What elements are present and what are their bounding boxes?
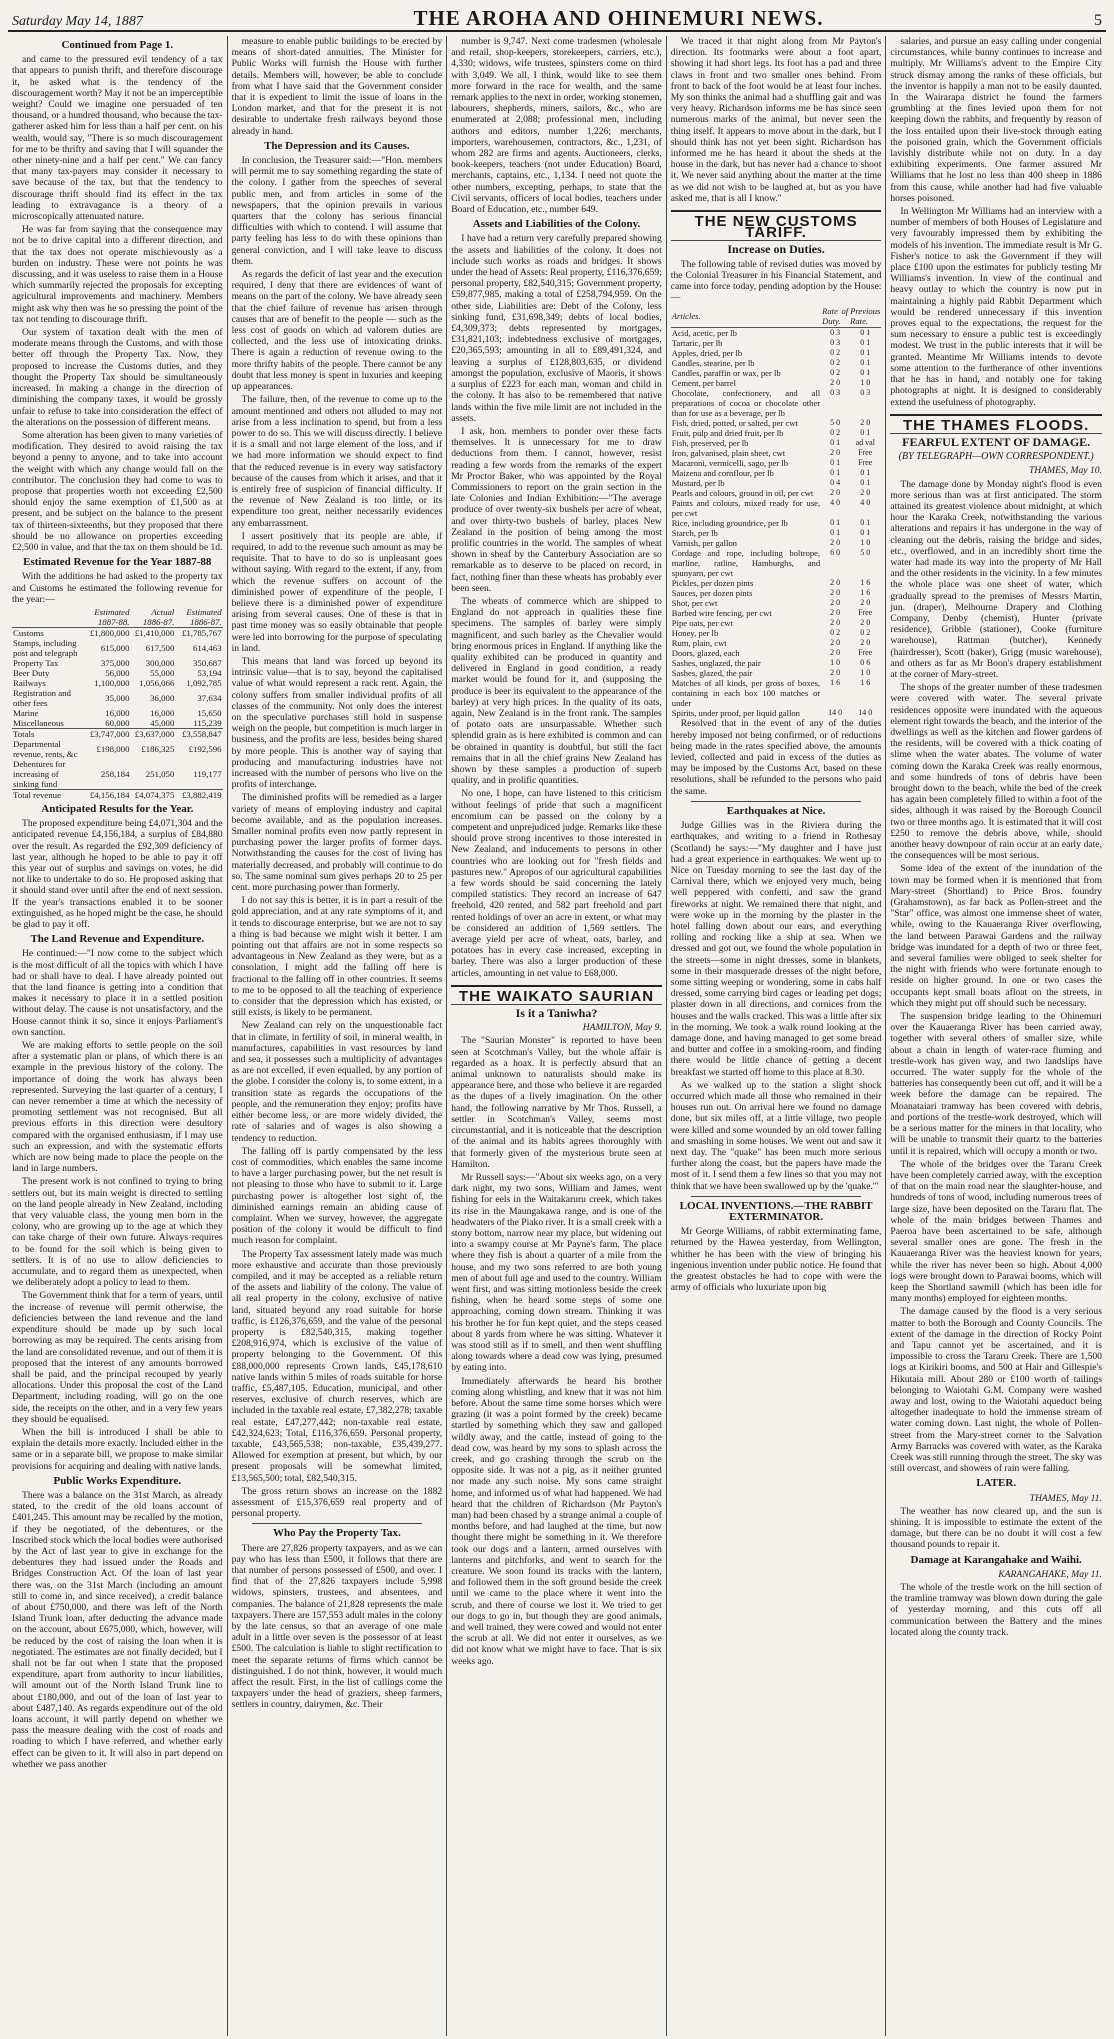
tariff-previous-rate: 0 1: [860, 478, 871, 488]
table-cell: Stamps, including post and telegraph: [13, 637, 78, 658]
column-1: [8, 36, 228, 2036]
revenue-table: [12, 607, 223, 800]
tariff-rate: 0 1: [830, 438, 841, 448]
table-cell: Departmental revenue, rents, &c: [13, 738, 78, 759]
table-row: [671, 518, 882, 528]
tariff-article: Acid, acetic, per lb: [671, 328, 737, 339]
table-cell: £198,000: [96, 743, 130, 754]
dateline: THAMES, May 10.: [1028, 465, 1102, 477]
table-cell: 36,000: [150, 692, 175, 703]
table-row: [671, 588, 882, 598]
tariff-previous-rate: 1 0: [860, 538, 871, 548]
paragraph: Immediately afterwards he heard his brother coming along whistling, and knew that it was not him before. About the same time some horses which were grazing (it was a point formed by the creek) became startled by something which they saw and galloped wildly away, and the cattle, instead of going to the dead cow, was heard by my sons to splash across the creek, and go crashing through the scrub on the opposite side. It was not a pig, as it neither grunted nor made any such noise. My sons came straight home, and informed us of what had happened. We had heard that the children of Richardson (Mr Payton's man) had been chased by a strange animal a couple of months before, and had laughed at the time, but now thought there might be something in it. We therefore took our dogs and a lantern, armed ourselves with lanterns and pitchforks, and went to search for the creature. We soon found its tracks with the lantern, and followed them in the soft ground beside the creek until we came to the place where it went into the scrub, and there of course we lost it. We tried to get our dogs to go in, but though they are good animals, and well trained, they were cowed and would not enter the scrub at all. We did not enter it ourselves, as we did not know what we might have to face. That is six weeks ago.: [451, 1375, 662, 1667]
tariff-previous-rate: 2 0: [860, 418, 871, 428]
tariff-article: Pipe oats, per cwt: [671, 618, 733, 629]
table-cell: Beer Duty: [13, 667, 50, 678]
table-total-row: [12, 789, 223, 800]
land-revenue-heading: The Land Revenue and Expenditure.: [30, 933, 205, 946]
table-row: [12, 627, 223, 638]
paragraph: I have had a return very carefully prepared showing the assets and liabilities of the colony. It does not include such works as roads and bridges. It shows under the head of Assets: Real property, £116,376,659; personal property, £82,540,315; Government property, £59,877,985, making a total of £258,794,959. On the other side, Liabilities are: Debt of the Colony, less sinking fund, £31,698,349; debts of local bodies, £4,309,373; debts represented by mortgages, £31,821,103; indebtedness exclusive of mortgages, £20,365,593; amounting in all to £89,491,324, and leaving a surplus of £128,803,635, or dividend amongst the population, exclusive of Maoris, it shows a surplus of £223 for each man, woman and child in the colony. It has also to be remembered that native lands within the five mile limit are not included in the assets.: [451, 233, 662, 424]
paragraph: We are making efforts to settle people on the soil after a systematic plan or plans, of which there is an example in the previous history of the colony. The importance of doing the work has always been represented. Surveying the last quarter of a century, I can never remember a time at which the necessity of promoting settlement was not recognised. But all previous efforts in this direction were desultory compared with the organised enthusiasm, if I may use such an expression, and with the systematic efforts which are now being made to place the people on the land in large numbers.: [12, 1040, 223, 1175]
saurian-headline: THE WAIKATO SAURIAN: [451, 985, 662, 1002]
column-2: [228, 36, 448, 2036]
table-row: [12, 638, 223, 658]
paragraph: We traced it that night along from Mr Payton's direction. Its footmarks were about a foot apart, showing it had short legs. Its foot has a pad and three claws in front and two smaller ones behind. From front to back of the foot would be at least four inches. My son thinks the animal had a shuffling gait and was very heavy. Richardson informs me he has since seen numerous marks of the animal, but never seen the thing itself. It appears to move about in the dark, but I should think has not yet been sight. Richardson has informed me he has heard it about the sheds at the house in the dark, but has never had a chance to shoot it. We never said anything about the matter at the time as we did not wish to be laughed at, but as you have asked me, that is all I know.": [670, 36, 882, 204]
tariff-subheading: Increase on Duties.: [671, 240, 882, 255]
masthead: [8, 6, 1106, 32]
tariff-article: Candles, stearine, per lb: [671, 358, 755, 369]
tariff-article: Sashes, glazed, the pair: [671, 668, 753, 679]
tariff-rate: 2 0: [830, 638, 841, 648]
table-total-row: [12, 728, 223, 739]
paragraph: In conclusion, the Treasurer said:—"Hon. members will permit me to say something regarding the state of the colony. I gather from the speeches of several public men, and from articles in some of the newspapers, that the opinion prevails in various quarters that the colony has serious financial difficulties with which to contend. I will assume that party feeling has less to do with these opinions than general conviction, and I will take leave to discuss them.: [231, 155, 443, 267]
tariff-article: Cement, per barrel: [671, 378, 736, 389]
tariff-previous-rate: 1 6: [860, 578, 871, 588]
tariff-article: Apples, dried, per lb: [671, 348, 743, 359]
tariff-previous-rate: 0 1: [860, 358, 871, 368]
saurian-subheading: Is it a Taniwha?: [451, 1004, 662, 1019]
tariff-previous-rate: 2 0: [860, 638, 871, 648]
divider: [252, 1523, 423, 1524]
table-cell: 115,239: [193, 717, 222, 728]
tariff-previous-rate: 4 0: [860, 498, 871, 508]
table-row: [671, 618, 882, 628]
table-cell: Total revenue: [12, 789, 83, 800]
column-header: Rate of Duty.: [822, 306, 849, 327]
tariff-article: Cordage and rope, including boltrope, marline, ratline, Hamburghs, and spunyarn, per cwt: [671, 548, 821, 579]
tariff-rate: 0 1: [830, 518, 841, 528]
paragraph: The gross return shows an increase on the 1882 assessment of £15,376,659 real property and of personal property.: [231, 1485, 443, 1520]
tariff-previous-rate: 2 0: [860, 618, 871, 628]
table-row: [671, 578, 882, 588]
tariff-rate: 2 0: [830, 488, 841, 498]
table-row: [671, 468, 882, 478]
table-row: [671, 348, 882, 358]
tariff-rate: 2 0: [830, 618, 841, 628]
tariff-rate: 2 0: [830, 538, 841, 548]
tariff-rate: 6 0: [830, 548, 841, 558]
tariff-article: Rice, including groundrice, per lb: [671, 518, 788, 529]
tariff-table-header: [671, 305, 882, 328]
table-row: [671, 548, 882, 578]
depression-heading: The Depression and its Causes.: [264, 139, 410, 152]
tariff-article: Macaroni, vermicelli, sago, per lb: [671, 458, 788, 469]
tariff-article: Matches of all kinds, per gross of boxes, containing in each box 100 matches or under: [671, 678, 821, 709]
table-cell: 16,000: [150, 707, 175, 718]
floods-headline: THE THAMES FLOODS.: [890, 414, 1102, 431]
paragraph: The damage caused by the flood is a very serious matter to both the Borough and County Councils. The extent of the damage in the direction of Rocky Point and Tapu cannot yet be ascertained, and it is impossible to cross the Tararu Creek. There are 1,500 logs at Kirikiri booms, and 500 at Hair and Gillespie's Hikutaia mill. About 280 or £100 worth of tailings belonging to Waiotahi G.M. Company were washed away and lost, owing to the Waiotahi aqueduct being altogether inadequate to hold the immense stream of water coming down. Last night, the whole of Pollen-street from the Mary-street corner to the Salvation Army Barracks was covered with water, as the Karaka Creek was still running through the street. The sky was still overcast, and showers of rain were falling.: [890, 1306, 1102, 1475]
paragraph: Our system of taxation dealt with the men of moderate means through the Customs, and with those better off through the Property Tax. Now, they proposed to increase the Customs duties, and they thought the Property Tax should be simultaneously increased. In making a change in the direction of diminishing the company taxes, it would be grossly unfair to refuse to take into consideration the effect of the alterations on the possession of different means.: [12, 327, 223, 428]
tariff-rate: 1 0: [830, 658, 841, 668]
paragraph: Judge Gillies was in the Riviera during the earthquakes, and writing to a friend in Rothesay (Scotland) he says:—"My daughter and I have just had a great experience in earthquakes. We went up to Nice on Tuesday morning to see the last day of the Carnival there, which we enjoyed very much, being well peppered with confetti, and saw the grand fireworks at night. We remained there that night, and were woke up in the morning by the plaster in the hotel falling down about our ears, and everything rolling and rocking like a ship at sea. When we dressed and got out, we found the whole population in the streets—some in night dresses, some in blankets, some in their masquerade dresses of the night before, some sitting weeping or wondering, some in cabs half dressed, some carrying bird cages or leading pet dogs; plaster down in all directions, and cornices from the houses and the walls cracked. This was a little after six in the morning. We took a walk round looking at the damage done, and having managed to get some bread and butter and coffee in a smoking-room, and finding there would be little chance of getting a decent breakfast we started off home to this place at 8.30.: [670, 820, 882, 1078]
tariff-previous-rate: 5 0: [860, 548, 871, 558]
table-cell: £4,074,375: [130, 789, 175, 800]
tariff-article: Sauces, per dozen pints: [671, 588, 753, 599]
page-number: 5: [1094, 12, 1102, 29]
tariff-rate: 0 1: [830, 458, 841, 468]
tariff-previous-rate: ad val: [855, 438, 875, 448]
inventions-heading: LOCAL INVENTIONS.—THE RABBIT EXTERMINATOR.: [679, 1199, 873, 1223]
table-cell: 1,100,000: [94, 677, 130, 688]
tariff-headline: THE NEW CUSTOMS TARIFF.: [671, 210, 882, 238]
table-cell: 1,056,066: [139, 677, 175, 688]
table-cell: 615,000: [100, 642, 130, 653]
tariff-previous-rate: 0 1: [860, 428, 871, 438]
table-row: [12, 678, 223, 688]
tariff-rate: 2 0: [830, 668, 841, 678]
table-row: [12, 658, 223, 668]
table-row: [671, 328, 882, 339]
tariff-rate: 2 0: [830, 578, 841, 588]
tariff-article: Barbed wire fencing, per cwt: [671, 608, 772, 619]
tariff-previous-rate: 0 1: [860, 368, 871, 378]
table-row: [671, 418, 882, 428]
tariff-rate: 2 0: [830, 378, 841, 388]
tariff-article: Shot, per cwt: [671, 598, 718, 609]
tariff-rate: 1 6: [830, 678, 841, 688]
table-row: [671, 598, 882, 608]
tariff-rate: 5 0: [830, 418, 841, 428]
table-cell: £1,785,767: [182, 627, 222, 638]
tariff-article: Doors, glazed, each: [671, 648, 740, 659]
tariff-article: Honey, per lb: [671, 628, 719, 639]
paragraph: The "Saurian Monster" is reported to have been seen at Scotchman's Valley, but the whole affair is regarded as a hoax. It is perfectly absurd that an animal unknown to naturalists should make its appearance here, and those who believe it are regarded as the dupes of a lively imagination. On the other hand, the following narrative by Mr Thos. Russell, a settler in Scotchman's Valley, seems most circumstantial, and it is noticeable that the description of the animal and its habits agrees thoroughly with that formerly given of the mysterious brute seen at Hamilton.: [451, 1035, 662, 1170]
table-row: [671, 678, 882, 708]
table-cell: Customs: [13, 627, 44, 638]
table-cell: Property Tax: [13, 657, 59, 668]
tariff-previous-rate: 0 1: [860, 328, 871, 338]
table-row: [671, 378, 882, 388]
tariff-previous-rate: 0 1: [860, 348, 871, 358]
table-cell: 37,634: [197, 692, 222, 703]
tariff-rate: 0 2: [830, 358, 841, 368]
issue-date: Saturday May 14, 1887: [12, 14, 143, 29]
tariff-article: Fruit, pulp and dried fruit, per lb: [671, 428, 784, 439]
divider: [691, 1196, 862, 1197]
anticipated-heading: Anticipated Results for the Year.: [41, 802, 194, 815]
tariff-previous-rate: 0 1: [860, 468, 871, 478]
table-cell: £4,156,184: [83, 789, 130, 800]
table-cell: 55,000: [150, 667, 175, 678]
tariff-rate: 2 0: [830, 598, 841, 608]
dateline: HAMILTON, May 9.: [582, 1022, 662, 1034]
table-cell: 56,000: [105, 667, 130, 678]
tariff-previous-rate: 2 0: [860, 598, 871, 608]
table-cell: 119,177: [193, 768, 222, 779]
tariff-rate: 0 3: [830, 338, 841, 348]
paragraph: The shops of the greater number of these tradesmen were covered with water. The several private residences opposite were inundated with the aqueous element right towards the beach, and the interior of the dwellings as well as the kitchen and flower gardens of the residents, will be covered with a thick coating of slime when the water abates. The volume of water coming down the Karaka Creek was really enormous, and some hundreds of tons of debris have been brought down to the beach, while the bed of the creek has again been completely filled to within a foot of the sides, although it was raised by the Borough Council two or three months ago. It is estimated that it will cost £250 to remove the debris above, while, should another heavy downpour of rain occur at an early date, the consequences will be most serious.: [890, 682, 1102, 862]
table-cell: 350,687: [193, 657, 222, 668]
tariff-rate: 2 0: [830, 648, 841, 658]
paragraph: Some alteration has been given to many varieties of modification. They desired to avoid raising the tax beyond a penny to anyone, and to take into account the weight with which any change would fall on the contributor. The conclusion they had come to was to propose that properties worth not exceeding £2,500 should enjoy the same exemption of £1,500 as at present, and be subject on the balance to the present tax of thirteen-sixteenths, but they proposed that there should be no allowance on properties exceeding £2,500 in value, and that the tax on them should be 1d.: [12, 429, 223, 553]
tariff-article: Fish, dried, potted, or salted, per cwt: [671, 418, 798, 429]
tariff-article: Pearls and colours, ground in oil, per cwt: [671, 488, 814, 499]
paragraph: As regards the deficit of last year and the execution required, I deny that there are evidences of want of means on the part of the colony. We have already seen that the chief failure of revenue has arisen through causes that are of benefit to the people — such as the less cost of goods on which ad valorem duties are collected, and the less use of intoxicating drinks. There is again a reduction of revenue owing to the more thrifty habits of the people. There cannot be any doubt that less money is spent in luxuries and keeping up appearances.: [231, 269, 443, 393]
paragraph: The whole of the bridges over the Tararu Creek have been completely carried away, with the exception of that on the main road near the slaughter-house, and hundreds of tons of wood, including numerous trees of large size, have been deposited on the Tararu flat. The whole of the main bridges between Thames and Paeroa have been ascertained to be safe, although several smaller ones are gone. The fresh in the Kauaeranga River was the heaviest known for years, while the river has never been so high. About 4,000 logs were brought down to Parawai booms, which will keep the Shortland sawmill (which has been idle for many months) employed for eighteen months.: [890, 1158, 1102, 1305]
table-row: [671, 638, 882, 648]
table-cell: 614,463: [193, 642, 222, 653]
tariff-article: Maizena and cornflour, per lb: [671, 468, 774, 479]
table-row: [671, 648, 882, 658]
paragraph: There are 27,826 property taxpayers, and as we can pay who has less than £500, it follows that there are that number of persons possessed of £500, and over. I find that of the 27,826 taxpayers include 5,998 widows, spinsters, trustees, and absentees, and companies. The balance of 21,828 represents the male taxpayers. There are 157,553 adult males in the colony by the late census, so that an average of one male adult in a little over seven is the possessor of at least £500. The calculation is liable to slight rectification to meet the separate returns of firms which cannot be distinguished. I do not think, however, it would much affect the result. First, in the list of callings come the taxpayers under the head of graziers, sheep farmers, settlers in country, dairymen, &c. Their: [231, 1542, 443, 1711]
table-cell: 15,650: [197, 707, 222, 718]
column-header: Estimated 1886-87.: [175, 607, 222, 628]
revenue-table-header: [12, 607, 223, 628]
table-row: [12, 759, 223, 790]
revenue-table-body: [12, 627, 223, 800]
paragraph: I do not say this is better, it is in part a result of the gold appreciation, and at any rate symptoms of it, and it tends to discourage enterprise, but we are not to say a thing is bad because we might wish it better. I am pointing out that affairs are not in some respects so advantageous in New Zealand as they were, but as a consolation, I might add the falling off here is fractional to the falling off in other countries. It seems to me to be opposed to all the teaching of experience to consider that the depression which has existed, or still exists, is likely to be permanent.: [231, 895, 443, 1019]
paragraph: The falling off is partly compensated by the less cost of commodities, which enables the same income to have a larger purchasing power, but the net result is not pleasing to those who have to submit to it. Large purchasing power is altogether lost sight of, the diminished earnings remain an abiding cause of complaint. When we survey, however, the aggregate position of the colony it would be difficult to find much reason for complaint.: [231, 1145, 443, 1247]
paragraph: No one, I hope, can have listened to this criticism without feelings of pride that such a magnificent encomium can be passed on the colony by a competent and unprejudiced judge. Remarks like these should prove strong incentives to those interested in New Zealand, and inducements to persons in other countries who are looking out for "fresh fields and pastures new." Apropos of our agricultural capabilities a few words should be said concerning the lately compiled statistics. They record an increase of 647 freehold, 420 rented, and 582 part freehold and part rented holdings of over an acre in extent, or what may be considered an addition of 1,569 settlers. The average yield per acre of wheat, oats, barley, and potatoes has in every case increased, excepting in barley. There was also a larger production of these articles, amounting in net value to £68,000.: [451, 788, 662, 979]
paragraph: The wheats of commerce which are shipped to England do not approach in qualities these fine specimens. The samples of barley were simply magnificent, and such barley as the Chevalier would bring enormous prices in England. If anything like the quality exhibited can be produced in quantity and delivered in England in good condition, a ready market would be found for it, and (supposing the produce is beer its equivalent to the appearance of the barley) at very high prices. In the quality of its oats, again, New Zealand is in the front rank. The samples of potato oats are unsurpassable. Whether such splendid grain as is here exhibited is common and can be obtained in quantity is doubtful, but still the fact remains that in all the chief grains New Zealand has shown by these samples a production of superb quality, and in prolific quantities.: [451, 595, 662, 787]
table-cell: Marine: [13, 707, 39, 718]
table-row: [671, 338, 882, 348]
paragraph: The following table of revised duties was moved by the Colonial Treasurer in his Financial Statement, and came into force today, pending adoption by the House:—: [670, 258, 882, 304]
table-row: [12, 688, 223, 708]
paragraph: Mr George Williams, of rabbit exterminating fame, returned by the Hawea yesterday, from Wellington, whither he has been with the view of bringing his ingenious invention under public notice. He found that the greatest obstacles he had to cope with were the army of officials who luxuriate upon big: [670, 1226, 882, 1294]
column-header: Articles.: [671, 305, 821, 328]
table-cell: 300,000: [145, 657, 175, 668]
tariff-article: Pickles, per dozen pints: [671, 578, 754, 589]
paragraph: The suspension bridge leading to the Ohinemuri over the Kauaeranga River has been carried away, together with several others of smaller size, while about a chain in length of water-race fluming and trestle-work has given way, and two landslips have occurred. The water supply for the whole of the batteries has consequently been cut off, and it will be a week before the damage can be repaired. The Moanataiari tramway has been covered with debris, and portions of the trestle-work destroyed, which will be a serious matter for the miners in that locality, who will be unable to transmit their quartz to the batteries until it is repaired, which will occupy a month or two.: [890, 1011, 1102, 1157]
table-row: [671, 658, 882, 668]
paragraph: He was far from saying that the consequence may not be to drive capital into a different direction, and that the tax does not operate mischievously as a burden on industry. These were not points he was discussing, and it was useless to raise them in a House which summarily rejected the proposals for excepting agricultural improvements and machinery. Members might ask why then was he so pressing the point of the tax not tending to discourage thrift.: [12, 224, 223, 325]
paragraph: Resolved that in the event of any of the duties hereby imposed not being confirmed, or of reductions being made in the rates specified above, the amounts levied, collected and paid in excess of the duties as may be imposed by the Customs Act, based on these resolutions, shall be refunded to the persons who paid the same.: [670, 718, 882, 797]
tariff-article: Tartaric, per lb: [671, 338, 723, 349]
tariff-article: Sashes, unglazed, the pair: [671, 658, 761, 669]
tariff-article: Spirits, under proof, per liquid gallon: [671, 708, 800, 719]
table-row: [12, 708, 223, 718]
table-cell: £1,410,000: [134, 627, 175, 638]
paragraph: The present work is not confined to trying to bring settlers out, but its main weight is directed to settling on the land people already in New Zealand, including that very valuable class, the young men born in the colony, who are growing up to the age at which they can take charge of their own future. Always requires to be found for the soil which is being given to settlers. It is of no use to allow deficiencies to accumulate, and to regard them as unexpected, when we deliberately adopt a policy to lead to them.: [12, 1176, 223, 1289]
tariff-article: Candles, paraffin or wax, per lb: [671, 368, 781, 379]
tariff-rate: 0 3: [830, 328, 841, 338]
tariff-article: Chocolate, confectionery, and all preparations of cocoa or chocolate other than for use as a beverage, per lb: [671, 388, 821, 419]
dateline: KARANGAHAKE, May 11.: [998, 1568, 1102, 1580]
tariff-previous-rate: 1 6: [860, 588, 871, 598]
tariff-previous-rate: Free: [858, 648, 873, 658]
paragraph: There was a balance on the 31st March, as already stated, to the credit of the old loans account of £401,245. This amount may be recalled by the motion, if they be negotiated, of the debentures, or the Inscribed stock which the local bodies were authorised by the Act of last year to give in exchange for the debentures they had issued under the Roads and Bridges Construction Act. Of the loan of last year there was, on the 31st March (including an amount still to come in, and since received), a credit balance of about £750,000, and there was left of the North Island Trunk loan, after deducting the advance made on the account, about £675,000, which, however, will be reduced by the cost of raising the loan when it is negotiated. The estimates are not finally decided, but I shall not be far out when I state that the proposed expenditure, apart from authority to incur liabilities, will amount out of the North Island Trunk line to about £180,000, and out of the loan of last year to about £487,140. As regards expenditure out of the old loans account, it will partly depend on whether we pass the measure dealing with the cost of roads and roading to which I have referred, and whether early effect can be given to it. It will also in part depend on whether we pass another: [12, 1489, 223, 1770]
table-row: [671, 438, 882, 448]
tariff-article: Iron, galvanised, plain sheet, cwt: [671, 448, 786, 459]
tariff-rate: 0 1: [830, 528, 841, 538]
table-cell: £3,747,000: [83, 728, 130, 739]
table-cell: Railways: [13, 677, 46, 688]
tariff-rate: 0 4: [830, 478, 841, 488]
paragraph: The damage done by Monday night's flood is even more serious than was at first anticipated. The storm attained its greatest violence about midnight, at which hour the Karaka Creek, notwithstanding the various alterations and repairs it has undergone in the way of cleaning out the debris, raising the bridge and sides, etc., overflowed, and in an incredibly short time the water had made its way into the property of Mr Hall and the other residents in the vicinity. In a few minutes the whole place was one sheet of water, which gradually spread to the premises of Messrs Martin, jun. (draper), Melbourne Drapery and Clothing Company, Denby (chemist), Hunter (private residence), Gribble (stationer), Cooke (furniture warehouse), Rattman (butcher), Kennedy (hairdresser), Scott (baker), Grigg (music warehouse), and others as far as Mr Boon's drapery establishment at the corner of Mary-street.: [890, 478, 1102, 680]
tariff-previous-rate: 1 0: [860, 668, 871, 678]
paragraph: With the additions he had asked to the property tax and Customs he estimated the following revenue for the year:—: [12, 571, 223, 605]
tariff-previous-rate: 0 1: [860, 528, 871, 538]
table-row: [671, 708, 882, 718]
paragraph: When the bill is introduced I shall be able to explain the details more exactly. Included either in the same or in a separate bill, we propose to make similar provisions for acquiring and dealing with native lands.: [12, 1426, 223, 1472]
tariff-rate: 4 0: [830, 498, 841, 508]
column-4: [667, 36, 887, 2036]
public-works-heading: Public Works Expenditure.: [53, 1474, 182, 1487]
paragraph: The Property Tax assessment lately made was much more exhaustive and accurate than those previously compiled, and it may be accepted as a reliable return of the assets and liability of the colony. The value of all real property in the colony, exclusive of native land, situated beyond any road suitable for horse traffic, is £126,376,659, and the value of the personal property is £82,540,315, making together £208,916,974, which is exclusive of the value of property belonging to the Government. Of this £88,000,000 represents Crown lands, £45,178,610 native lands within 5 miles of roads suitable for horse traffic, £5,487,105. Education, municipal, and other reserves, exclusive of church reserves, which are included in the taxable real estate, £7,382,278; taxable real estate, £47,277,442; non-taxable real estate, £42,324,623; Total, £116,376,659. Personal property, taxable, £43,565,538; non-taxable, £35,439,277. Allowed for exemption at present, but which, by our present proposals will be somewhat limited, £13,565,500; total, £82,540,315.: [231, 1248, 443, 1484]
assets-heading: Assets and Liabilities of the Colony.: [472, 218, 641, 231]
tariff-rate: 0 2: [830, 428, 841, 438]
paragraph: New Zealand can rely on the unquestionable fact that in climate, in fertility of soil, in mineral wealth, in manufactures, capabilities in vast resources by land and sea, it possesses such a multiplicity of advantages as are not excelled, if even equalled, by any portion of the globe. I consider the colony is, to some extent, in a transition state as regards the occupations of the people, and the remuneration they enjoy; profits have either become less, or are more widely divided, the rate of salaries and of wages is also showing a tendency to reduction.: [231, 1020, 443, 1144]
paragraph: The whole of the trestle work on the hill section of the tramline tramway was blown down during the gale of yesterday morning, and this cuts off all communication between the Battery and the mines located along the county track.: [890, 1582, 1102, 1638]
tariff-article: Paints and colours, mixed ready for use, per cwt: [671, 498, 821, 519]
dateline: THAMES, May 11.: [1029, 1492, 1102, 1504]
tariff-previous-rate: 14 0: [858, 708, 873, 718]
tariff-previous-rate: Free: [858, 458, 873, 468]
table-cell: £192,596: [188, 743, 222, 754]
tariff-table: [671, 305, 882, 718]
property-tax-heading: Who Pay the Property Tax.: [272, 1527, 401, 1540]
table-cell: 60,000: [105, 717, 130, 728]
earthquakes-heading: Earthquakes at Nice.: [726, 804, 826, 817]
tariff-previous-rate: 0 3: [860, 388, 871, 398]
tariff-article: Rum, plain, cwt: [671, 638, 727, 649]
tariff-rate: 14 0: [828, 708, 843, 718]
later-heading: LATER.: [976, 1477, 1017, 1490]
paragraph: As we walked up to the station a slight shock occurred which made all those who remained in their houses run out. On arrival here we found no damage done, but six miles off, at a little village, two people were killed and some wounded by an old tower falling and smashing in some houses. We went out and saw it next day. The "quake" has been much more serious further along the coast, but the papers have made the most of it. I send them a few lines so that you may not think that we have been swallowed up by the 'quake.'": [670, 1079, 882, 1192]
tariff-article: Mustard, per lb: [671, 478, 725, 489]
column-header: Estimated 1887-88.: [83, 607, 130, 628]
paragraph: salaries, and pursue an easy calling under congenial circumstances, while bunny continues to increase and multiply. Mr Williams's advent to the Empire City struck dismay among the ranks of these officials, but the inventor is happily a man not to be easily daunted. In the Wairarapa district he found the farmers grumbling at the fines levied upon them for not keeping down the rabbits, and frequently by reason of the loss entailed upon their live-stock through eating the poisoned grain, which the Government officials lavishly distribute while not on duty. In a day exhibiting experiments. One farmer assured Mr Williams that he lost no less than 400 sheep in 1886 from this cause, while another had had five valuable horses poisoned.: [890, 36, 1102, 204]
table-cell: 258,184: [100, 768, 130, 779]
table-row: [671, 608, 882, 618]
paragraph: In Wellington Mr Williams had an interview with a number of members of both Houses of Legislature and very favourably impressed them by exhibiting the models of his invention. The immediate result is Mr G. Fisher's notice to ask the Government if they will place £100 upon the estimates for publicly testing Mr Williams's invention. In view of the continual and heavy outlay to which the country is now put in maintaining a highly paid Rabbit Department which would be rendered unnecessary if this invention proves equal to the expectations, the request for the sum necessary to ensure a public test is exceedingly modest. We trust in the public interests that it will be granted. Meantime Mr Williams intends to devote some attention to the furtherance of other inventions that he has in hand, and notably one for taking photographs at night. It is designed to considerably extend the usefulness of photography.: [890, 206, 1102, 408]
tariff-table-body: [671, 328, 882, 719]
divider: [691, 801, 862, 802]
column-header: Previous Rate.: [850, 306, 881, 327]
karangahake-heading: Damage at Karangahake and Waihi.: [910, 1553, 1082, 1566]
table-cell: Debentures for increasing of sinking fund: [13, 758, 66, 789]
tariff-article: Varnish, per gallon: [671, 538, 737, 549]
column-header: [12, 607, 83, 628]
tariff-previous-rate: 2 0: [860, 488, 871, 498]
tariff-previous-rate: Free: [858, 608, 873, 618]
table-cell: 53,194: [197, 667, 222, 678]
table-cell: 45,000: [150, 717, 175, 728]
table-row: [671, 628, 882, 638]
columns: [8, 36, 1106, 2036]
table-cell: 617,500: [145, 642, 175, 653]
table-cell: £1,800,000: [89, 627, 130, 638]
tariff-article: Starch, per lb: [671, 528, 718, 539]
table-row: [671, 528, 882, 538]
newspaper-title: THE AROHA AND OHINEMURI NEWS.: [413, 6, 824, 30]
table-row: [12, 739, 223, 759]
table-cell: 1,092,785: [186, 677, 222, 688]
telegraph-credit: (BY TELEGRAPH—OWN CORRESPONDENT.): [898, 451, 1094, 463]
tariff-rate: 0 1: [830, 468, 841, 478]
table-row: [12, 718, 223, 729]
column-3: [447, 36, 667, 2036]
table-cell: Totals: [12, 728, 83, 739]
table-cell: £3,558,847: [175, 728, 222, 739]
paragraph: The proposed expenditure being £4,071,304 and the anticipated revenue £4,156,184, a surplus of £84,880 over the result. As regarded the £92,309 deficiency of last year, although he hoped to be able to pay it off this year out of surplus and savings on votes, he did not like to undertake to do so. He proposed asking that it should stand over until after the end of next session. If the year's transactions enabled it to be sooner extinguished, as he hoped might be the case, he should be glad to pay it off.: [12, 818, 223, 930]
tariff-previous-rate: 0 1: [860, 338, 871, 348]
table-cell: 16,000: [105, 707, 130, 718]
table-cell: £186,325: [141, 743, 175, 754]
table-row: [671, 388, 882, 418]
paragraph: The weather has now cleared up, and the sun is shining. It is impossible to estimate the extent of the damage, but there can be no doubt it will cost a few thousand pounds to repair it.: [890, 1505, 1102, 1551]
table-cell: 251,050: [145, 768, 175, 779]
paragraph: The Government think that for a term of years, until the increase of revenue will permit otherwise, the deficiencies between the land revenue and the land expenditure should be made up by such local borrowing as may be required. The cents arising from the land are consolidated revenue, and out of them it is proposed that the interest of any amounts borrowed shall be paid, and the principal recouped by yearly allocations. Under this proposal the cost of the Land Department, including roading, will go on the one side, the receipts on the other, and in a very few years they should be equalised.: [12, 1290, 223, 1425]
paragraph: and came to the pressured evil tendency of a tax that appears to punish thrift, and therefore discourage it, he asked what is the tendency of the discouragement worth? May it not be an imperceptible weight? Could we imagine one persuaded of ten thousand, or a hundred thousand, who because the tax-gatherer asked him for less than a half per cent. on his wealth, would say, "There is so much discouragement for me to be thrifty and saving that I will squander the other ninety-nine and a half per cent." We can fancy that many tax-payers may consider it necessary to save because of the tax, but that the tendency to discourage thrift should find its effect in the tax leading to extravagance is a theory of a microscopically attenuated nature.: [12, 54, 223, 223]
table-cell: 35,000: [105, 692, 130, 703]
tariff-previous-rate: 1 6: [860, 678, 871, 688]
table-cell: £3,882,419: [175, 789, 222, 800]
table-row: [671, 358, 882, 368]
table-cell: Miscellaneous: [13, 717, 64, 728]
table-row: [12, 668, 223, 678]
tariff-previous-rate: 0 1: [860, 518, 871, 528]
paragraph: Mr Russell says:—"About six weeks ago, on a very dark night, my two sons, William and James, went fishing for eels in the Waitakaruru creek, which takes its rise in the Maungakawa range, and is one of the headwaters of the Piako river. It is a small creek with a stony bottom, narrow near my place, but widening out into a swampy course at Mr Payne's farm. The place where they fish is about a quarter of a mile from the house, and my two sons referred to are both young men of about full age and used to the country. William went first, and was sitting motionless beside the creek fishing, when he heard some steps of some one approaching, coming down stream. Thinking it was his brother he for fun kept quiet, and the steps ceased about 8 yards from where he was sitting. Whatever it was stood still as if to smell, and then went shuffling along towards where a dead cow was lying, presumed by eating into.: [451, 1171, 662, 1374]
tariff-rate: 0 2: [830, 628, 841, 638]
tariff-rate: 2 0: [830, 588, 841, 598]
table-row: [671, 428, 882, 438]
tariff-rate: 0 3: [830, 388, 841, 398]
table-row: [671, 668, 882, 678]
paragraph: The diminished profits will be remedied as a larger variety of means of employing industry and capital become available, and as the population increases. Smaller nominal profits even now partly represent in purchasing power the larger profits of former days. Notwithstanding the causes for the cost of living has materially decreased, and probably will continue to do so. The same nominal sum gives perhaps 20 to 25 per cent. more purchasing power than formerly.: [231, 792, 443, 894]
revenue-heading: Estimated Revenue for the Year 1887-88: [23, 556, 212, 569]
floods-subheading: FEARFUL EXTENT OF DAMAGE.: [890, 433, 1102, 448]
table-row: [671, 368, 882, 378]
paragraph: number is 9,747. Next come tradesmen (wholesale and retail, shop-keepers, storekeepers, carriers, etc.), 4,330; widows, wife trustees, spinsters come on third with 3,049. We all, I think, would like to see them more forward in the race for wealth, and the same remark applies to the next in order, working stonemen, labourers, shepherds, miners, sailors, &c., who are enumerated at 2,088; professional men, including authors and editors, number 1,226; merchants, importers, warehousemen, contractors, &c., 1,231, of whom 282 are firms and agents. Auctioneers, clerks, book-keepers, teachers (not under Education) Board, merchants, captains, etc., 1,134. I need not quote the other numbers, excepting, perhaps, to state that the Civil servants, officers of local bodies, teachers under Board of Education, etc., number 649.: [451, 36, 662, 216]
tariff-previous-rate: Free: [858, 448, 873, 458]
tariff-article: Fish, preserved, per lb: [671, 438, 749, 449]
table-cell: £3,637,000: [130, 728, 175, 739]
table-cell: 375,000: [100, 657, 130, 668]
table-cell: Registration and other fees: [13, 687, 71, 708]
paragraph: measure to enable public buildings to be erected by means of short-dated annuities. The Minister for Public Works will furnish the House with further details. Members will, however, be able to conclude from what I have said that the Government consider that it is expedient to limit the issue of loans in the London market, and that for the present it is not desirable to undertake fresh railways beyond those already in hand.: [231, 36, 443, 137]
tariff-previous-rate: 1 0: [860, 378, 871, 388]
paragraph: I assert positively that its people are able, if required, to add to the revenue such amount as may be requisite. That to have to do so is unpleasant goes without saying. With regard to the extent, if any, from which the revenue suffers on account of the diminished power of expenditure of the people, I believe there is a diminished power of expenditure arising from several causes. One of these is that in past time money was so easily obtainable that people were led into borrowing for the purpose of speculating in land.: [231, 530, 443, 654]
tariff-previous-rate: 0 6: [860, 658, 871, 668]
tariff-previous-rate: 0 2: [860, 628, 871, 638]
column-5: [886, 36, 1106, 2036]
paragraph: The failure, then, of the revenue to come up to the amount mentioned and others not alluded to may not arise from a less inclination to spend, but from a less power to do so. This we will discuss directly. I believe it is a small and not large element of the loss, and if we had more information we should expect to find that the reduced revenue is in every way satisfactory because of the causes from which it arises, and that it is entirely free of suspicion of financial difficulty. If the revenue of New Zealand is too little, or its expenditure too great, neither necessarily evidences any embarrassment.: [231, 394, 443, 529]
tariff-rate: 0 2: [830, 348, 841, 358]
table-row: [671, 448, 882, 458]
table-row: [671, 458, 882, 468]
tariff-rate: 0 2: [830, 368, 841, 378]
tariff-rate: 2 0: [830, 608, 841, 618]
table-row: [671, 478, 882, 488]
table-row: [671, 488, 882, 498]
paragraph: This means that land was forced up beyond its intrinsic value—that is to say, beyond the capitalised value of what would represent a rack rent. Again, the colony suffers from smaller individual profits of all classes of the community. Not only does the interest on the speculative purchases still hold in suspense weigh on the people, but competition is much larger in business, and the profits are less, besides being shared by more people. This is another way of saying that producing and manufacturing industries have not increased with the number of persons who live on the profits of interchange.: [231, 655, 443, 791]
continued-heading: Continued from Page 1.: [61, 39, 174, 51]
paragraph: He continued:—"I now come to the subject which is the most difficult of all the topics with which I have had or shall have to deal. I have already pointed out that the land finance is getting into a condition that makes it necessary to place it in a settled position without delay. The cause is not unsatisfactory, and the House cannot think it so, since it enjoys Parliament's own sanction.: [12, 948, 223, 1038]
table-row: [671, 538, 882, 548]
paragraph: Some idea of the extent of the inundation of the town may be formed when it is mentioned that from Mary-street (Shortland) to Price Bros. foundry (Grahamstown), as far back as Pollen-street and the "Star" office, was almost one immense sheet of water, while, owing to the Kauaeranga River overflowing, the land between Parawai Gardens and the railway bridge was inundated for a depth of two or three feet, and several families were obliged to seek shelter for the night with friends who were fortunate enough to reside on higher ground. In one or two cases the occupants kept small boats afloat on the streets, in which they might put off should such be necessary.: [890, 863, 1102, 1009]
tariff-rate: 2 0: [830, 448, 841, 458]
paragraph: I ask, hon. members to ponder over these facts themselves. It is unnecessary for me to draw deductions from them. I cannot, however, resist reading a few words from the remarks of the expert Mr Proctor Baker, who was appointed by the Royal Commissioners to report on the grain section in the late Colonies and Indian Exhibition:—"The average produce of over twenty-six bushels per acre of wheat, and over thirty-two bushels of barley, places New Zealand in the position of being among the most prolific countries in the world. The samples of wheat shown in sheaf by the Canterbury Association are so remarkable as to deserve to be placed on record, in fact, nothing finer than these wheats has probably ever been seen.: [451, 425, 662, 594]
column-header: Actual 1886-87.: [130, 607, 175, 628]
table-row: [671, 498, 882, 518]
